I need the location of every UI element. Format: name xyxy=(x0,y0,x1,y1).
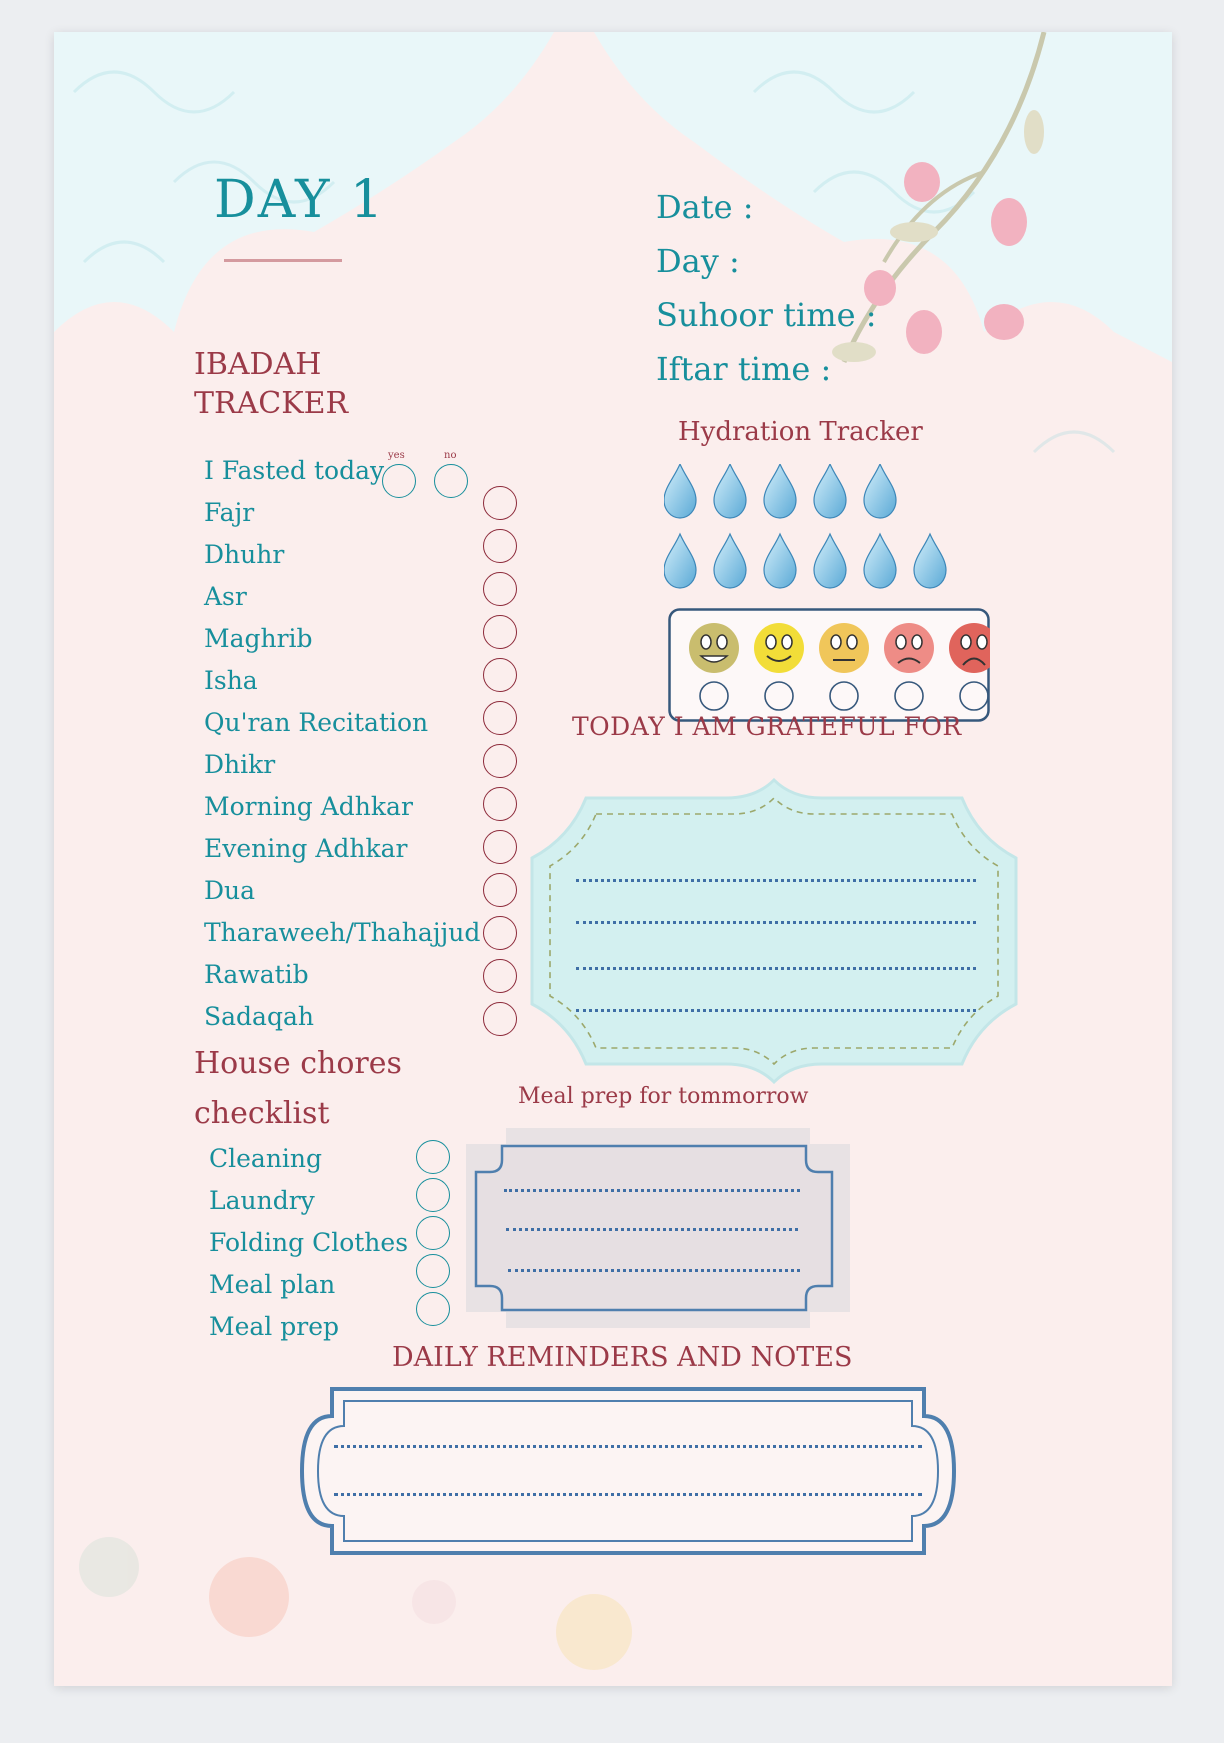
date-label: Date : xyxy=(656,188,754,226)
ibadah-item-fajr: Fajr xyxy=(204,498,255,527)
meal-prep-line-2[interactable] xyxy=(506,1228,798,1231)
ibadah-item-dhuhr: Dhuhr xyxy=(204,540,285,569)
day-label: Day : xyxy=(656,242,740,280)
ibadah-item-evening-adhkar: Evening Adhkar xyxy=(204,834,408,863)
ibadah-title-line2: TRACKER xyxy=(194,386,349,421)
grateful-line-3[interactable] xyxy=(576,967,976,970)
grateful-line-2[interactable] xyxy=(576,921,976,924)
chore-item-meal-plan: Meal plan xyxy=(209,1270,336,1299)
ibadah-item-dua: Dua xyxy=(204,876,256,905)
ibadah-checkbox-8[interactable] xyxy=(483,787,517,821)
ibadah-checkbox-11[interactable] xyxy=(483,916,517,950)
chores-title-line1: House chores xyxy=(194,1046,402,1081)
fasted-yes-checkbox[interactable] xyxy=(382,464,416,498)
grateful-line-4[interactable] xyxy=(576,1009,976,1012)
iftar-time-label: Iftar time : xyxy=(656,350,832,388)
reminders-line-2[interactable] xyxy=(334,1493,922,1496)
meal-prep-line-1[interactable] xyxy=(504,1189,800,1192)
water-drop-icon[interactable] xyxy=(714,534,746,588)
planner-page xyxy=(54,32,1172,1686)
ibadah-checkbox-10[interactable] xyxy=(483,873,517,907)
chore-checkbox-3[interactable] xyxy=(416,1216,450,1250)
hydration-row-2 xyxy=(664,534,946,588)
hydration-row-1 xyxy=(664,464,896,518)
ibadah-item-rawatib: Rawatib xyxy=(204,960,309,989)
hydration-title: Hydration Tracker xyxy=(678,417,923,447)
chore-checkbox-4[interactable] xyxy=(416,1254,450,1288)
chores-title-line2: checklist xyxy=(194,1096,330,1131)
water-drop-icon[interactable] xyxy=(814,464,846,518)
water-drop-icon[interactable] xyxy=(864,464,896,518)
fasted-no-checkbox[interactable] xyxy=(434,464,468,498)
chore-checkbox-1[interactable] xyxy=(416,1140,450,1174)
meal-prep-line-3[interactable] xyxy=(508,1269,800,1272)
ibadah-item-maghrib: Maghrib xyxy=(204,624,313,653)
water-drop-icon[interactable] xyxy=(864,534,896,588)
meal-prep-title: Meal prep for tommorrow xyxy=(518,1084,809,1109)
ibadah-checkbox-7[interactable] xyxy=(483,744,517,778)
hydration-drops xyxy=(664,464,954,594)
chore-checkbox-2[interactable] xyxy=(416,1178,450,1212)
grateful-title: TODAY I AM GRATEFUL FOR xyxy=(572,712,962,741)
chore-item-folding-clothes: Folding Clothes xyxy=(209,1228,409,1257)
reminders-line-1[interactable] xyxy=(334,1445,922,1448)
day-title-underline xyxy=(224,259,342,262)
mood-tracker xyxy=(668,608,990,724)
chore-item-laundry: Laundry xyxy=(209,1186,315,1215)
ibadah-checkbox-1[interactable] xyxy=(483,486,517,520)
mood-face-grin-icon[interactable] xyxy=(689,623,739,673)
ibadah-item-sadaqah: Sadaqah xyxy=(204,1002,314,1031)
ibadah-checkbox-9[interactable] xyxy=(483,830,517,864)
chore-item-meal-prep: Meal prep xyxy=(209,1312,339,1341)
ibadah-item-asr: Asr xyxy=(204,582,247,611)
water-drop-icon[interactable] xyxy=(764,534,796,588)
ibadah-item-isha: Isha xyxy=(204,666,258,695)
ibadah-item-dhikr: Dhikr xyxy=(204,750,276,779)
ibadah-checkbox-5[interactable] xyxy=(483,658,517,692)
reminders-frame xyxy=(298,1386,958,1556)
mood-face-happy-icon[interactable] xyxy=(754,623,804,673)
water-drop-icon[interactable] xyxy=(814,534,846,588)
grateful-line-1[interactable] xyxy=(576,879,976,882)
water-drop-icon[interactable] xyxy=(714,464,746,518)
ibadah-checkbox-2[interactable] xyxy=(483,529,517,563)
ibadah-checkbox-3[interactable] xyxy=(483,572,517,606)
ibadah-checkbox-4[interactable] xyxy=(483,615,517,649)
mood-face-neutral-icon[interactable] xyxy=(819,623,869,673)
grateful-frame xyxy=(526,778,1022,1084)
water-drop-icon[interactable] xyxy=(914,534,946,588)
ibadah-checkbox-6[interactable] xyxy=(483,701,517,735)
fasted-no-label: no xyxy=(444,450,457,461)
reminders-title: DAILY REMINDERS AND NOTES xyxy=(392,1342,853,1373)
water-drop-icon[interactable] xyxy=(764,464,796,518)
fasted-today-label: I Fasted today xyxy=(204,456,385,485)
ibadah-item-morning-adhkar: Morning Adhkar xyxy=(204,792,413,821)
day-title: DAY 1 xyxy=(214,170,386,230)
ibadah-title-line1: IBADAH xyxy=(194,347,322,382)
fasted-yes-label: yes xyxy=(388,450,405,461)
mood-face-sad-icon[interactable] xyxy=(884,623,934,673)
chore-item-cleaning: Cleaning xyxy=(209,1144,323,1173)
chore-checkbox-5[interactable] xyxy=(416,1292,450,1326)
suhoor-time-label: Suhoor time : xyxy=(656,296,877,334)
ibadah-item-tharaweeh: Tharaweeh/Thahajjud xyxy=(204,918,481,947)
ibadah-checkbox-12[interactable] xyxy=(483,959,517,993)
water-drop-icon[interactable] xyxy=(664,534,696,588)
water-drop-icon[interactable] xyxy=(664,464,696,518)
ibadah-item-quran: Qu'ran Recitation xyxy=(204,708,429,737)
ibadah-checkbox-13[interactable] xyxy=(483,1002,517,1036)
